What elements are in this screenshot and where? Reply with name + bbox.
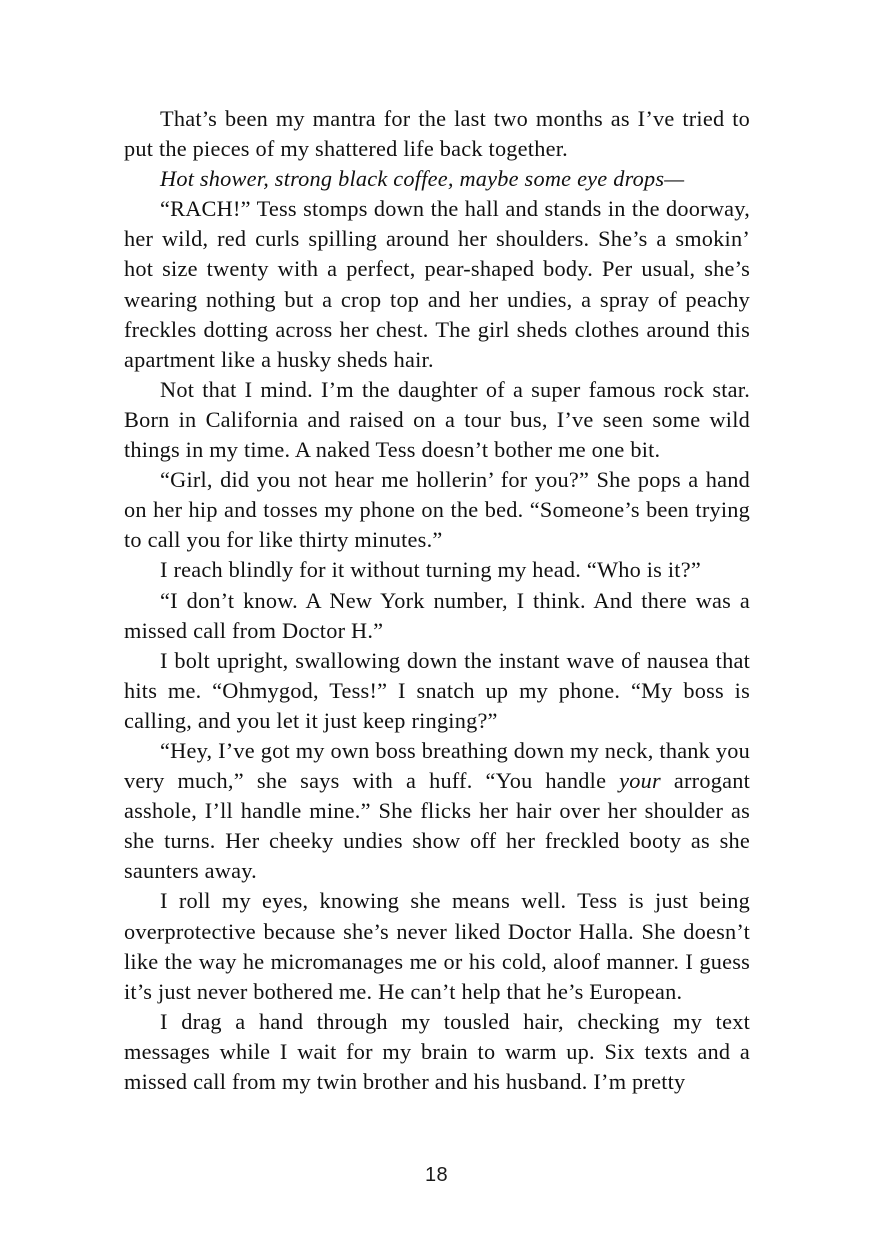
paragraph-9-text-after: arrogant asshole, I’ll handle mine.” She flicks her hair over her shoulder as she turns. Her cheeky undies show off her freckled booty as she saunters away. xyxy=(124,768,750,884)
paragraph-11: I drag a hand through my tousled hair, checking my text messages while I wait for my brain to warm up. Six texts and a missed call from my twin brother and his husband. I’m pretty xyxy=(124,1008,750,1094)
body-text-block xyxy=(124,104,750,1097)
paragraph-4: Not that I mind. I’m the daughter of a super famous rock star. Born in California and raised on a tour bus, I’ve seen some wild things in my time. A naked Tess doesn’t bother me one bit. xyxy=(124,376,750,463)
paragraph-2-inner-monologue: Hot shower, strong black coffee, maybe some eye drops— xyxy=(160,166,685,192)
paragraph-9-emphasis: your xyxy=(619,768,661,794)
paragraph-1: That’s been my mantra for the last two months as I’ve tried to put the pieces of my shattered life back together. xyxy=(124,106,750,162)
paragraph-9-text-before: “Hey, I’ve got my own boss breathing down my neck, thank you very much,” she says with a huff. “You handle xyxy=(124,737,750,794)
page-number: 18 xyxy=(424,1164,449,1186)
paragraph-8: I bolt upright, swallowing down the instant wave of nausea that hits me. “Ohmygod, Tess!” I snatch up my phone. “My boss is calling, and you let it just keep ringing?” xyxy=(124,647,750,733)
paragraph-5: “Girl, did you not hear me hollerin’ for you?” She pops a hand on her hip and tosses my phone on the bed. “Someone’s been trying to call you for like thirty minutes.” xyxy=(124,467,750,553)
paragraph-10: I roll my eyes, knowing she means well. Tess is just being overprotective because she’s never liked Doctor Halla. She doesn’t like the way he micromanages me or his cold, aloof manner. I guess it’s just never bothered me. He can’t help that he’s European. xyxy=(124,888,750,1004)
paragraph-9 xyxy=(124,736,750,886)
paragraph-3: “RACH!” Tess stomps down the hall and stands in the doorway, her wild, red curls spilling around her shoulders. She’s a smokin’ hot size twenty with a perfect, pear-shaped body. Per usual, she’s wearing nothing but a crop top and her undies, a spray of peachy freckles dotting across her chest. The girl sheds clothes around this apartment like a husky sheds hair. xyxy=(124,196,750,372)
paragraph-7: “I don’t know. A New York number, I think. And there was a missed call from Doctor H.” xyxy=(124,587,750,643)
paragraph-6: I reach blindly for it without turning my head. “Who is it?” xyxy=(160,557,701,583)
